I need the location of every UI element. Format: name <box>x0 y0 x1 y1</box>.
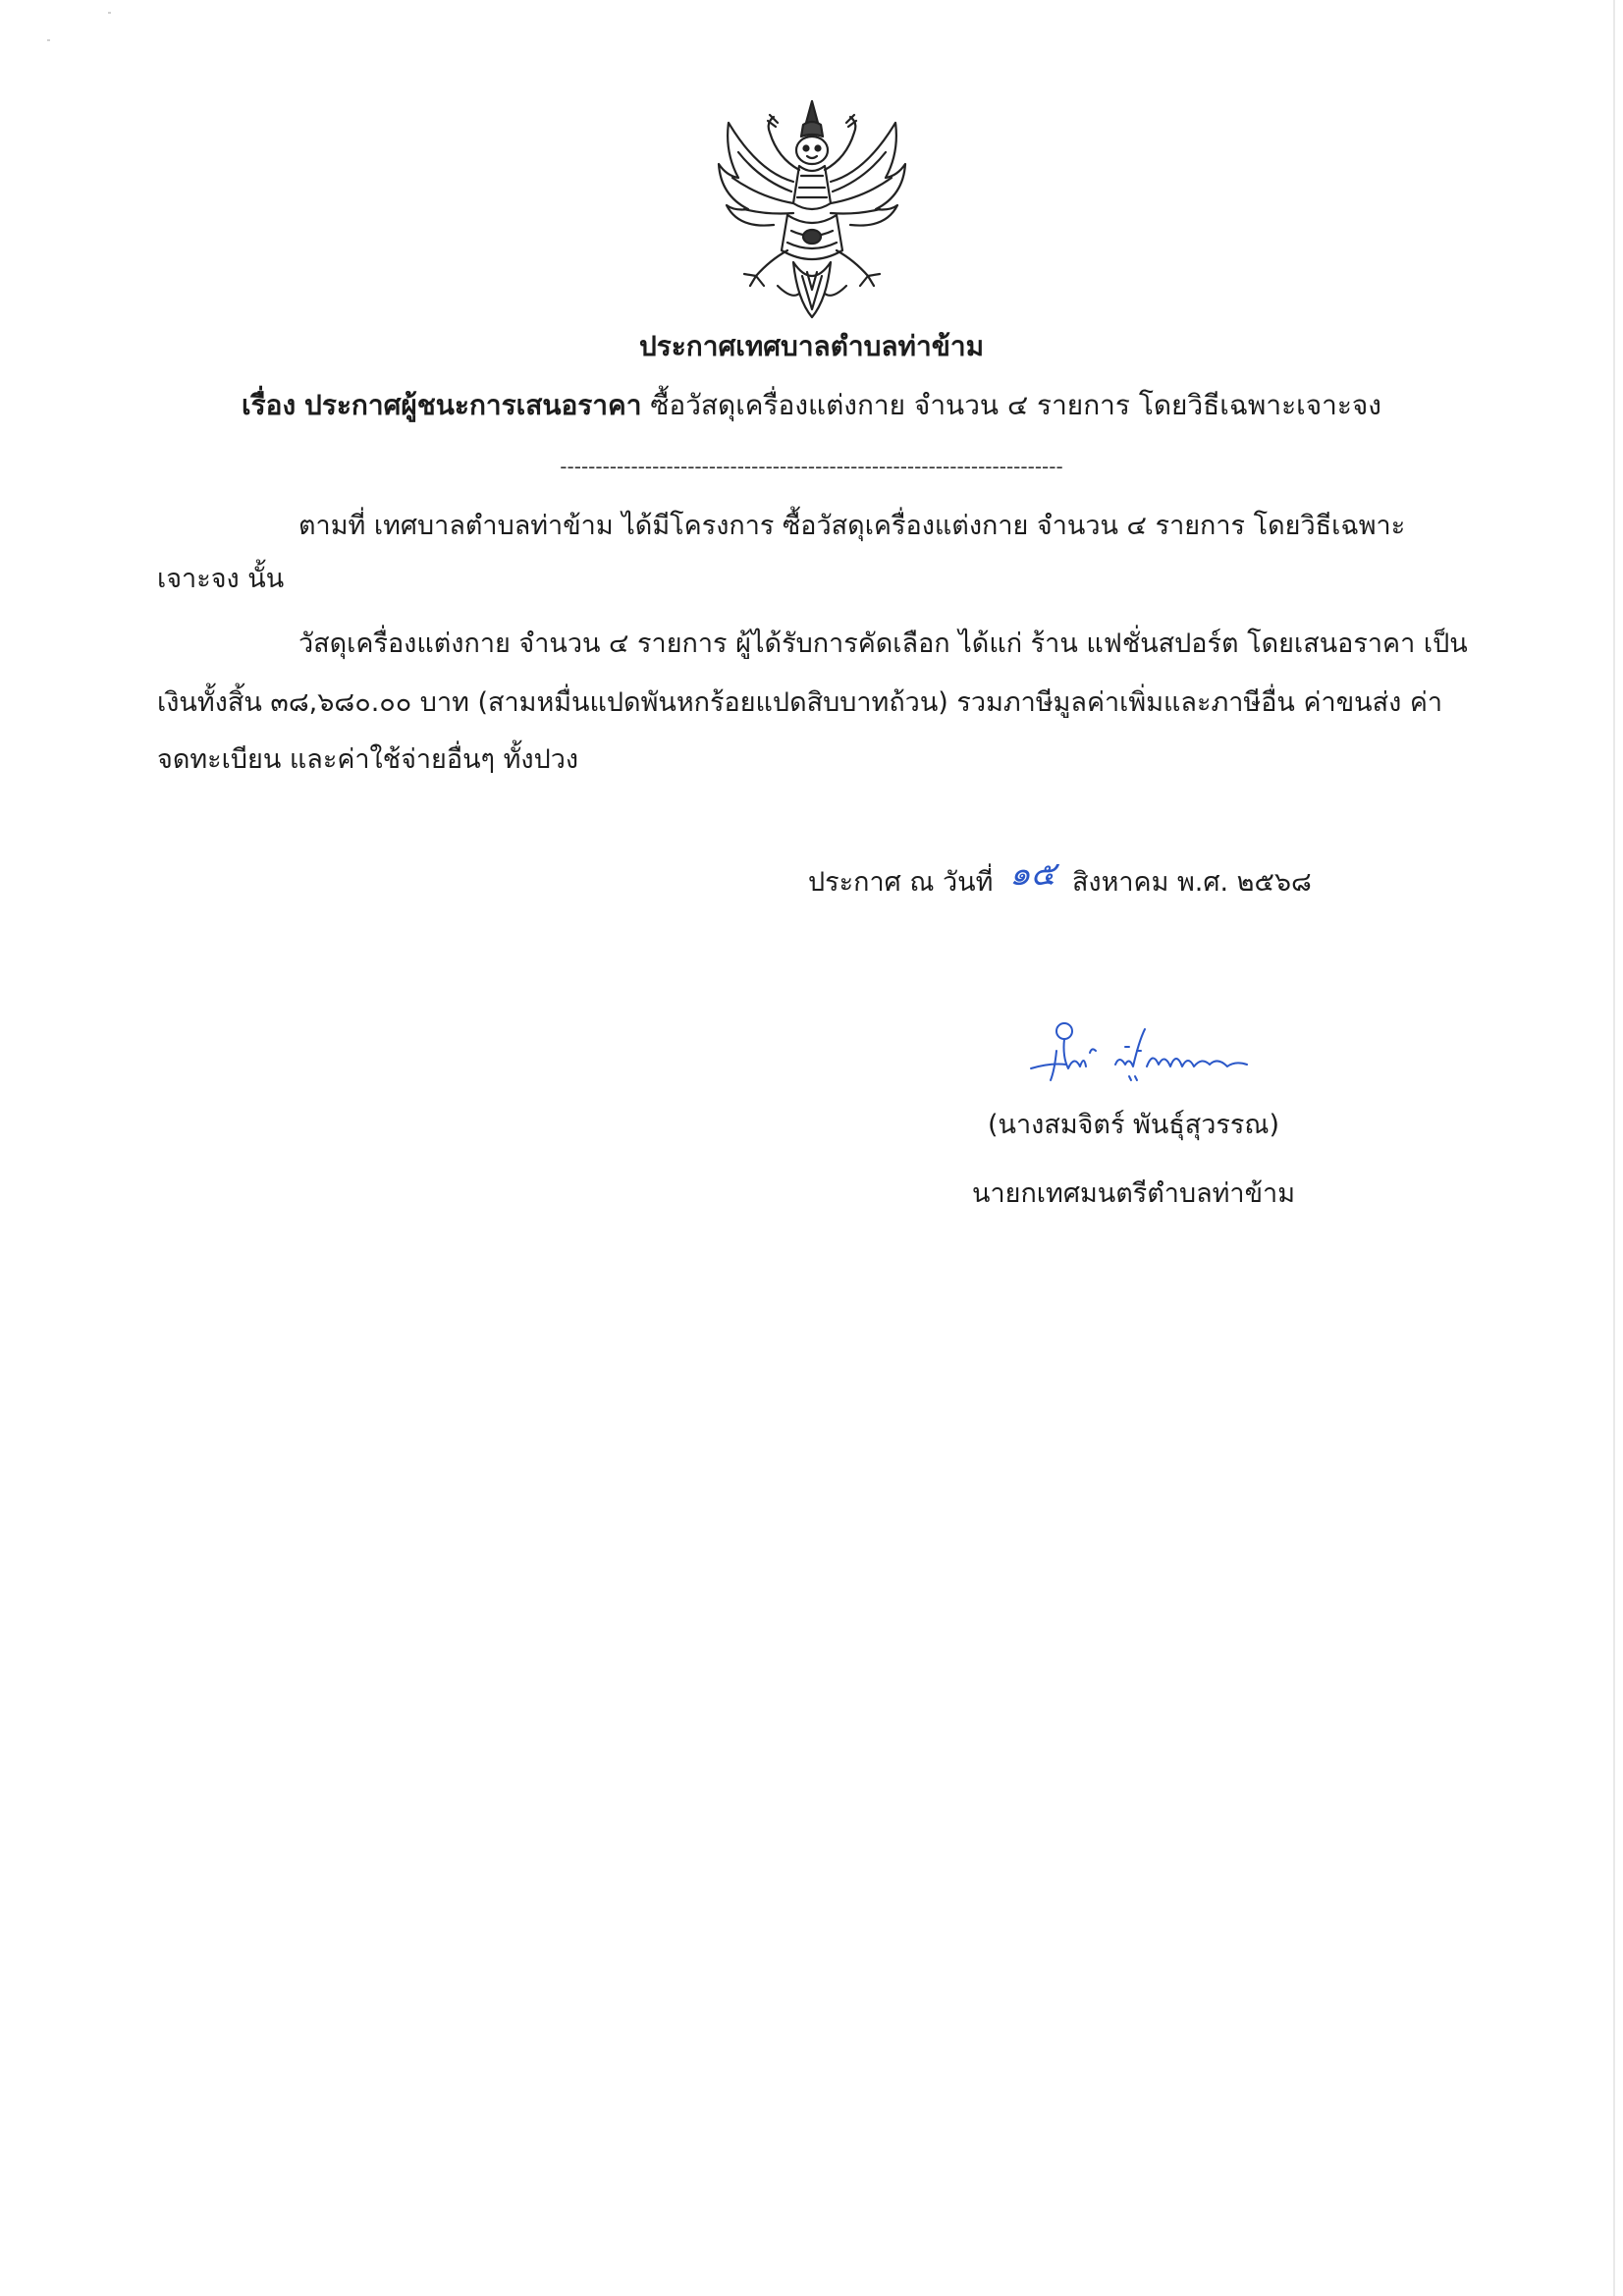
garuda-emblem-icon <box>709 93 915 324</box>
subject-bold-text: ประกาศผู้ชนะการเสนอราคา <box>304 389 642 421</box>
paragraph2-line2: เงินทั้งสิ้น ๓๘,๖๘๐.๐๐ บาท (สามหมื่นแปดพันหกร้อยแปดสิบบาทถ้วน) รวมภาษีมูลค่าเพิ่มและภาษีอื่น ค่าขนส่ง ค่า <box>157 687 1443 718</box>
handwritten-signature-icon <box>1021 1011 1267 1090</box>
signer-position: นายกเทศมนตรีตำบลท่าข้าม <box>972 1178 1295 1209</box>
scan-speck <box>47 39 50 41</box>
paragraph1-line2: เจาะจง นั้น <box>157 564 285 594</box>
scan-speck <box>108 12 111 14</box>
organization-title: ประกาศเทศบาลตำบลท่าข้าม <box>638 330 985 362</box>
date-prefix: ประกาศ ณ วันที่ <box>808 867 994 898</box>
paragraph1-line1: ตามที่ เทศบาลตำบลท่าข้าม ได้มีโครงการ ซื้อวัสดุเครื่องแต่งกาย จำนวน ๔ รายการ โดยวิธีเฉพาะ <box>298 511 1406 541</box>
handwritten-day: ๑๕ <box>1009 854 1056 894</box>
date-line <box>808 854 1312 902</box>
signer-name: (นางสมจิตร์ พันธุ์สุวรรณ) <box>988 1110 1280 1140</box>
paragraph2-line1: วัสดุเครื่องแต่งกาย จำนวน ๔ รายการ ผู้ได้รับการคัดเลือก ได้แก่ ร้าน แฟชั่นสปอร์ต โดยเสนอราคา เป็น <box>298 629 1468 659</box>
date-suffix: สิงหาคม พ.ศ. ๒๕๖๘ <box>1071 867 1312 898</box>
divider: ----------------------------------------------------------------------- <box>560 455 1063 478</box>
subject-label: เรื่อง <box>242 389 297 421</box>
paragraph2-line3: จดทะเบียน และค่าใช้จ่ายอื่นๆ ทั้งปวง <box>157 744 579 775</box>
subject-line <box>0 386 1623 425</box>
subject-text: ซื้อวัสดุเครื่องแต่งกาย จำนวน ๔ รายการ โดยวิธีเฉพาะเจาะจง <box>650 389 1381 421</box>
